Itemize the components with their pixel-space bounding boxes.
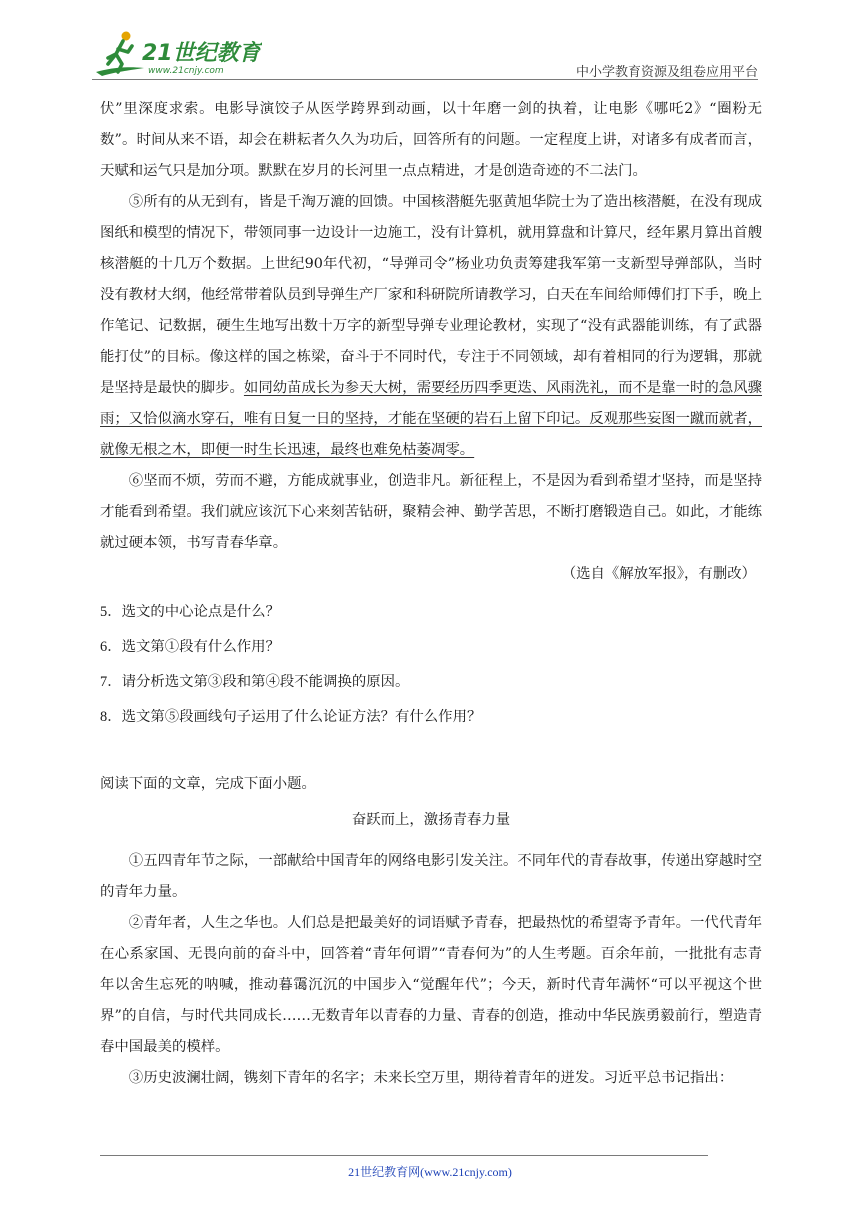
logo-main-text: 21世纪教育: [142, 41, 261, 66]
brand-logo: [92, 28, 262, 80]
footer-divider: [100, 1155, 708, 1156]
footer-site-link[interactable]: 21世纪教育网(www.21cnjy.com): [348, 1165, 512, 1179]
reading-instruction: 阅读下面的文章，完成下面小题。: [100, 776, 316, 792]
page-header: [0, 0, 860, 82]
source-citation: （选自《解放军报》，有删改）: [561, 566, 756, 582]
document-body: [100, 94, 762, 1094]
article-paragraph-2: ②青年者，人生之华也。人们总是把最美好的词语赋予青春，把最热忱的希望寄予青年。一代代青年在心系家国、无畏向前的奋斗中，回答着“青年何谓”“青春何为”的人生考题。百余年前，一批批有志青年以舍生忘死的呐喊，推动暮霭沉沉的中国步入“觉醒年代”；今天，新时代青年满怀“可以平视这个世界”的自信，与时代共同成长……无数青年以青春的力量、青春的创造，推动中华民族勇毅前行，塑造青春中国最美的模样。: [100, 914, 762, 1055]
header-divider: [92, 79, 758, 80]
logo-url-text: www.21cnjy.com: [148, 66, 224, 76]
question-7: 7．请分析选文第③段和第④段不能调换的原因。: [100, 674, 410, 690]
question-5: 5．选文的中心论点是什么？: [100, 604, 280, 620]
article-paragraph-3: ③历史波澜壮阔，镌刻下青年的名字；未来长空万里，期待着青年的迸发。习近平总书记指出：: [128, 1069, 734, 1086]
paragraph-5: [100, 187, 762, 466]
article-title: 奋跃而上，激扬青春力量: [351, 812, 511, 829]
underlined-sentence: 如同幼苗成长为参天大树，需要经历四季更迭、风雨洗礼，而不是靠一时的急风骤雨；又恰似滴水穿石，唯有日复一日的坚持，才能在坚硬的岩石上留下印记。反观那些妄图一蹴而就者，就像无根之木，即便一时生长迅速，最终也难免枯萎凋零。: [100, 380, 762, 458]
question-8: 8．选文第⑤段画线句子运用了什么论证方法？有什么作用？: [100, 709, 482, 725]
article-paragraph-1: ①五四青年节之际，一部献给中国青年的网络电影引发关注。不同年代的青春故事，传递出穿越时空的青年力量。: [100, 852, 762, 900]
paragraph-5-text: ⑤所有的从无到有，皆是千淘万漉的回馈。中国核潜艇先驱黄旭华院士为了造出核潜艇，在没有现成图纸和模型的情况下，带领同事一边设计一边施工，没有计算机，就用算盘和计算尺，经年累月算出首艘核潜艇的十几万个数据。上世纪90年代初，“导弹司令”杨业功负责筹建我军第一支新型导弹部队，当时没有教材大纲，他经常带着队员到导弹生产厂家和科研院所请教学习，白天在车间给师傅们打下手，晚上作笔记、记数据，硬生生地写出数十万字的新型导弹专业理论教材，实现了“没有武器能训练，有了武器能打仗”的目标。像这样的国之栋梁，奋斗于不同时代，专注于不同领域，却有着相同的行为逻辑，那就是坚持是最快的脚步。: [100, 194, 762, 396]
runner-icon: [96, 32, 144, 77]
paragraph-6: ⑥坚而不烦，劳而不避，方能成就事业，创造非凡。新征程上，不是因为看到希望才坚持，而是坚持才能看到希望。我们就应该沉下心来刻苦钻研，聚精会神、勤学苦思，不断打磨锻造自己。如此，才能练就过硬本领，书写青春华章。: [100, 473, 762, 551]
platform-name: 中小学教育资源及组卷应用平台: [575, 65, 758, 80]
paragraph-continued: 伏”里深度求索。电影导演饺子从医学跨界到动画，以十年磨一剑的执着，让电影《哪吒2》“圈粉无数”。时间从来不语，却会在耕耘者久久为功后，回答所有的问题。一定程度上讲，对诸多有成者而言，天赋和运气只是加分项。默默在岁月的长河里一点点精进，才是创造奇迹的不二法门。: [100, 101, 762, 179]
question-6: 6．选文第①段有什么作用？: [100, 639, 280, 655]
